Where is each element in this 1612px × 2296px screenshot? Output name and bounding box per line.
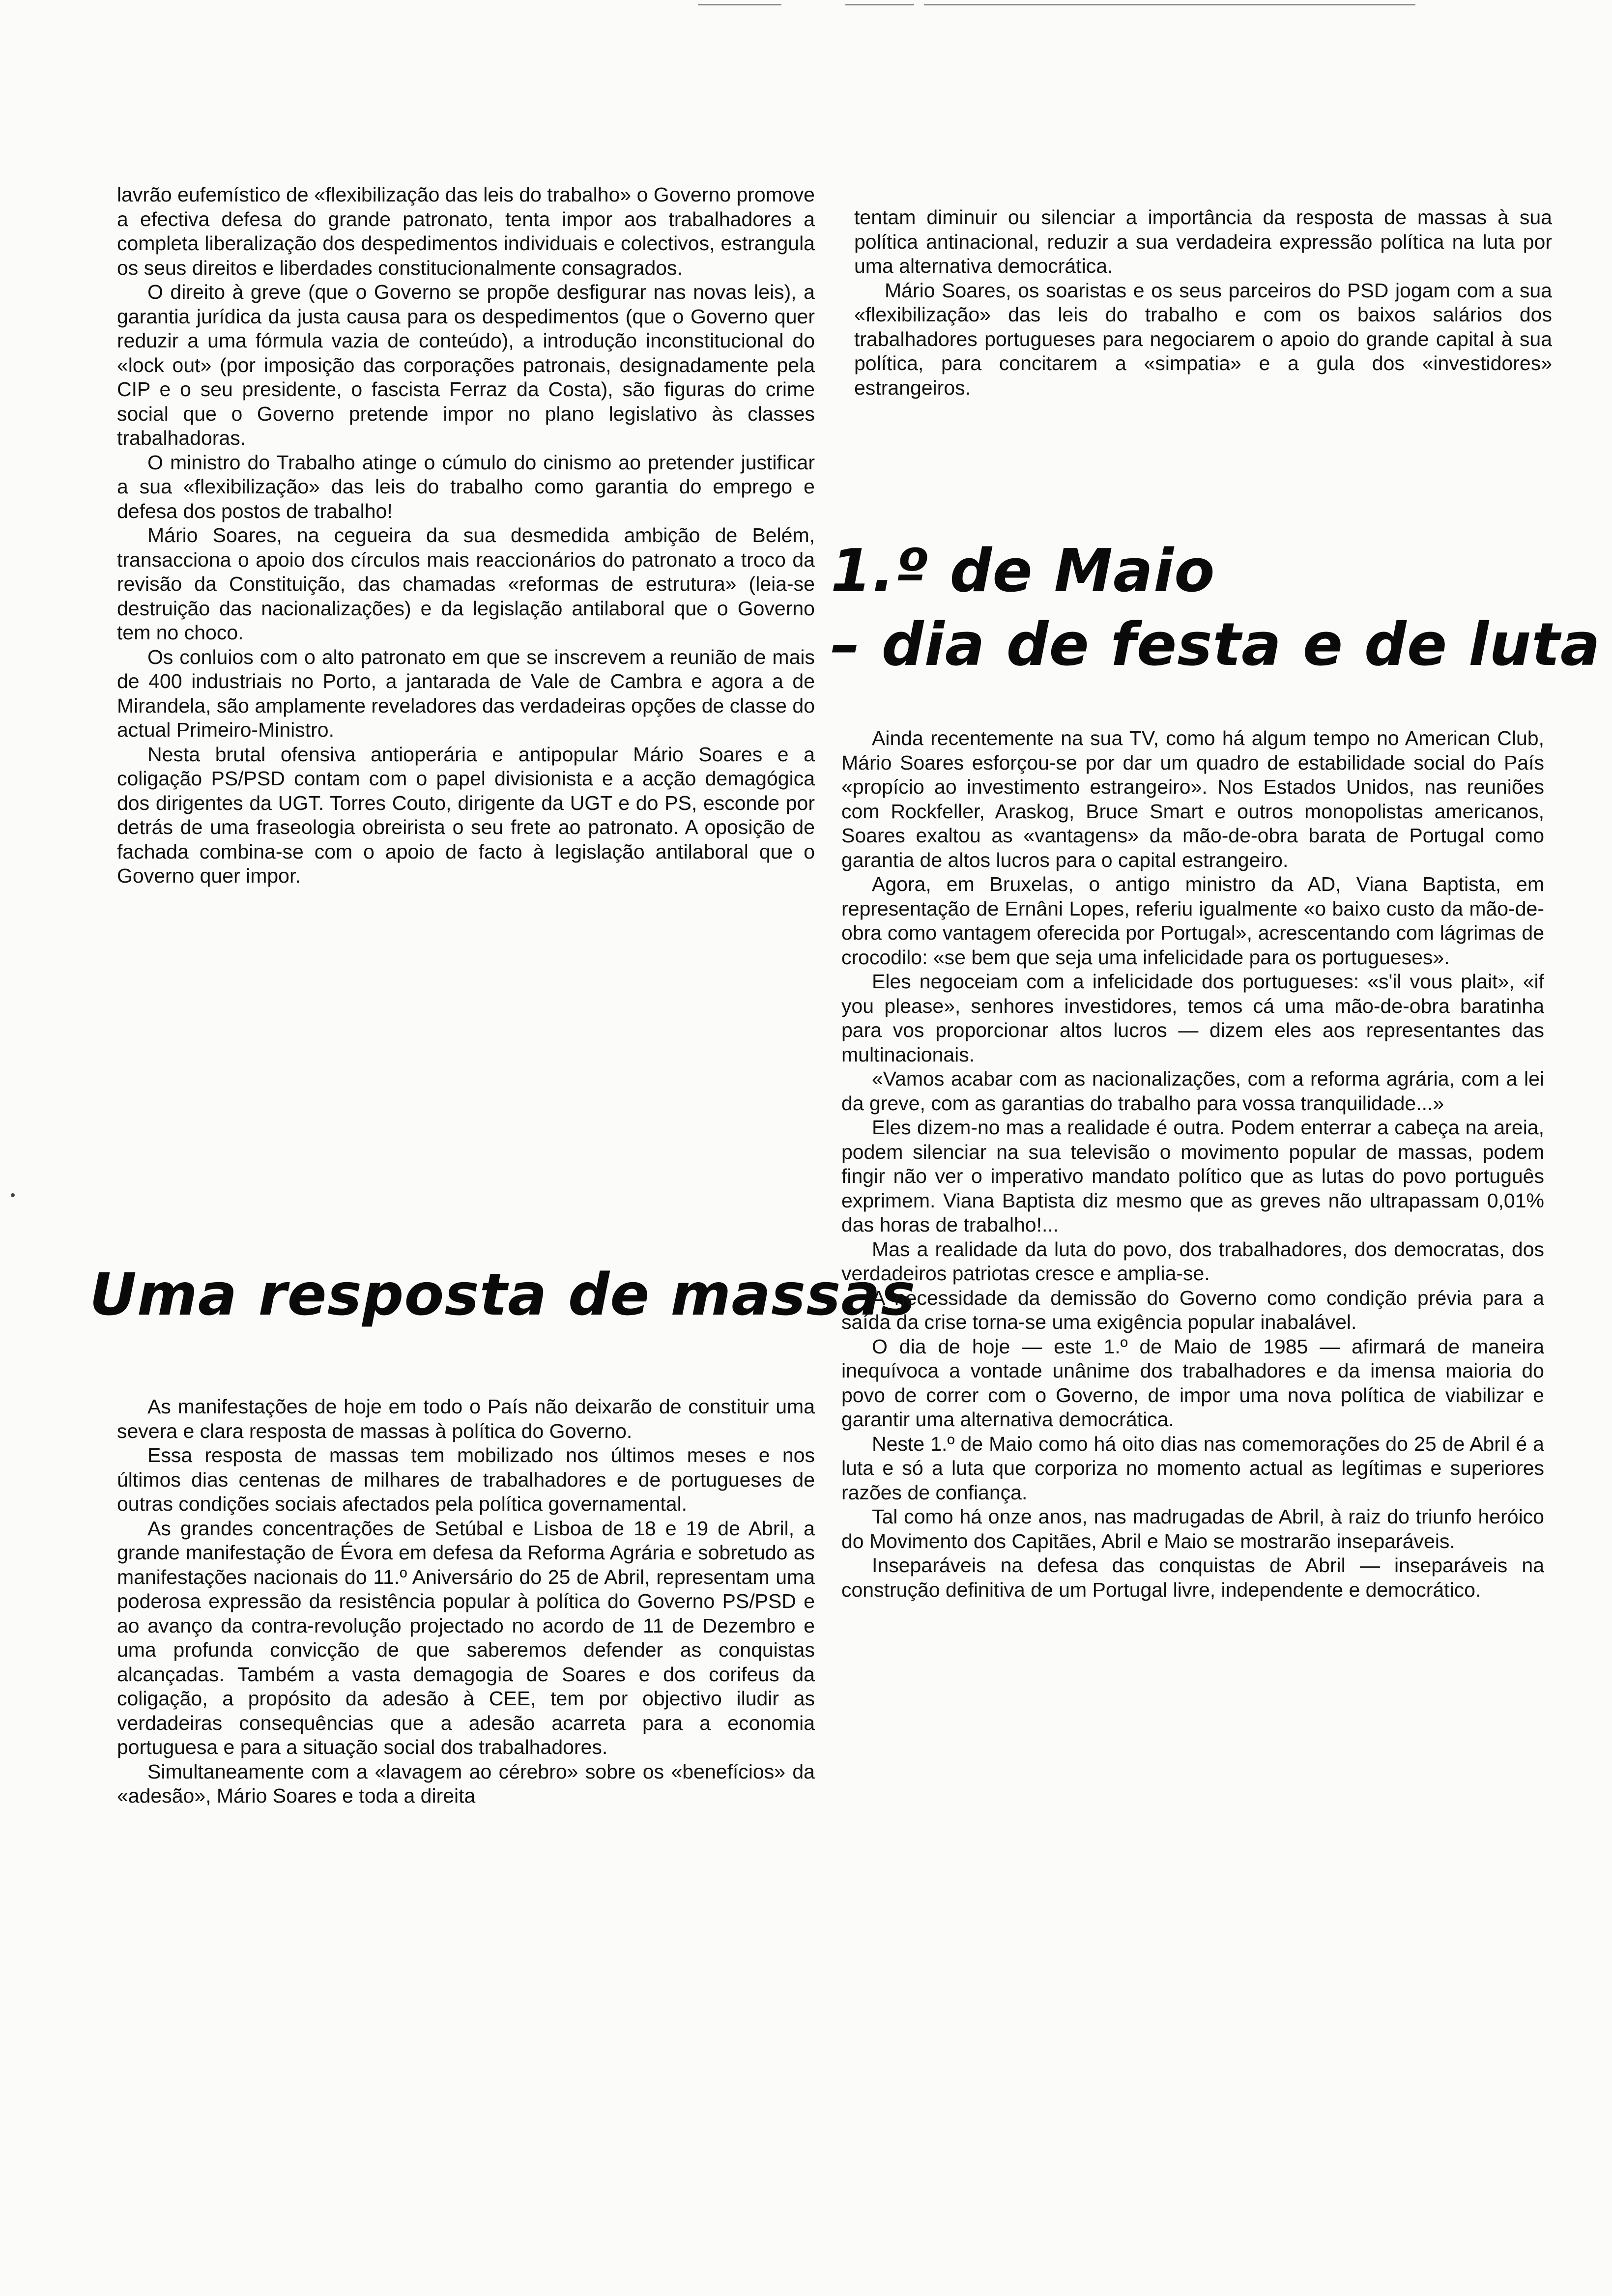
paragraph: lavrão eufemístico de «flexibilização das leis do trabalho» o Governo promove a efectiva defesa do grande patronato, tenta impor aos trabalhadores a completa liberalização dos despedimentos individuais e colectivos, estrangula os seus direitos e liberdades constitucionalmente consagrados. — [117, 183, 815, 279]
paragraph: Mário Soares, na cegueira da sua desmedida ambição de Belém, transacciona o apoio dos círculos mais reaccionários do patronato a troco da revisão da Constituição, das chamadas «reformas de estrutura» (leia-se destruição das nacionalizações) e da legislação antilaboral que o Governo tem no choco. — [117, 524, 815, 644]
paragraph: Eles negoceiam com a infelicidade dos portugueses: «s'il vous plait», «if you please», senhores investidores, temos cá uma mão-de-obra baratinha para vos proporcionar altos lucros — dizem eles aos representantes das multinacionais. — [841, 970, 1544, 1066]
paragraph: tentam diminuir ou silenciar a importância da resposta de massas à sua política antinacional, reduzir a sua verdadeira expressão política na luta por uma alternativa democrática. — [854, 206, 1552, 277]
right-column-bottom — [841, 726, 1544, 1602]
paragraph: «Vamos acabar com as nacionalizações, com a reforma agrária, com a lei da greve, com as garantias do trabalho para vossa tranquilidade...» — [841, 1067, 1544, 1115]
heading-line: 1.º de Maio — [831, 537, 1215, 605]
paragraph: O ministro do Trabalho atinge o cúmulo do cinismo ao pretender justificar a sua «flexibilização» das leis do trabalho como garantia do emprego e defesa dos postos de trabalho! — [117, 451, 815, 522]
paragraph: Tal como há onze anos, nas madrugadas de Abril, à raiz do triunfo heróico do Movimento dos Capitães, Abril e Maio se mostrarão inseparáveis. — [841, 1505, 1544, 1552]
top-edge-rule — [924, 4, 1415, 5]
paragraph: Essa resposta de massas tem mobilizado nos últimos meses e nos últimos dias centenas de milhares de trabalhadores e de portugueses de outras condições sociais afectados pela política governamental. — [117, 1444, 815, 1515]
paragraph: O direito à greve (que o Governo se propõe desfigurar nas novas leis), a garantia jurídica da justa causa para os despedimentos (que o Governo quer reduzir a uma fórmula vazia de conteúdo), a introdução inconstitucional do «lock out» (por imposição das corporações patronais, designadamente pela CIP e o seu presidente, o fascista Ferraz da Costa), são figuras do crime social que o Governo pretende impor no plano legislativo às classes trabalhadoras. — [117, 281, 815, 449]
paragraph: As manifestações de hoje em todo o País não deixarão de constituir uma severa e clara resposta de massas à política do Governo. — [117, 1395, 815, 1442]
top-edge-rule — [845, 4, 914, 5]
paragraph: Os conluios com o alto patronato em que se inscrevem a reunião de mais de 400 industriais no Porto, a jantarada de Vale de Cambra e agora a de Mirandela, são amplamente reveladores das verdadeiras opções de classe do actual Primeiro-Ministro. — [117, 645, 815, 741]
paragraph: Agora, em Bruxelas, o antigo ministro da AD, Viana Baptista, em representação de Ernâni Lopes, referiu igualmente «o baixo custo da mão-de-obra como vantagem oferecida por Portugal», acrescentando com lágrimas de crocodilo: «se bem que seja uma infelicidade para os portugueses». — [841, 873, 1544, 969]
paragraph: Nesta brutal ofensiva antioperária e antipopular Mário Soares e a coligação PS/PSD contam com o papel divisionista e a acção demagógica dos dirigentes da UGT. Torres Couto, dirigente da UGT e do PS, esconde por detrás de uma fraseologia obreirista o seu frete ao patronato. A oposição de fachada combina-se com o apoio de facto à legislação antilaboral que o Governo quer impor. — [117, 743, 815, 887]
scan-speck — [11, 1193, 15, 1197]
paragraph: Neste 1.º de Maio como há oito dias nas comemorações do 25 de Abril é a luta e só a luta que corporiza no momento actual as legítimas e superiores razões de confiança. — [841, 1432, 1544, 1504]
paragraph: Inseparáveis na defesa das conquistas de Abril — inseparáveis na construção definitiva de um Portugal livre, independente e democrático. — [841, 1554, 1544, 1601]
heading-line: – dia de festa e de luta — [831, 611, 1601, 679]
top-edge-rule — [698, 4, 781, 5]
right-column-top — [854, 205, 1552, 400]
paragraph: Eles dizem-no mas a realidade é outra. Podem enterrar a cabeça na areia, podem silenciar na sua televisão o movimento popular de massas, podem fingir não ver o imperativo mandato político que as lutas do povo português exprimem. Viana Baptista diz mesmo que as greves não ultrapassam 0,01% das horas de trabalho!... — [841, 1116, 1544, 1236]
paragraph: Ainda recentemente na sua TV, como há algum tempo no American Club, Mário Soares esforçou-se por dar um quadro de estabilidade social do País «propício ao investimento estrangeiro». Nos Estados Unidos, nas reuniões com Rockfeller, Araskog, Bruce Smart e outros monopolistas americanos, Soares exaltou as «vantagens» da mão-de-obra barata de Portugal como garantia de altos lucros para o capital estrangeiro. — [841, 727, 1544, 871]
section-heading — [831, 535, 1601, 682]
left-column-bottom — [117, 1395, 815, 1808]
paragraph: Mário Soares, os soaristas e os seus parceiros do PSD jogam com a sua «flexibilização» das leis do trabalho e com os baixos salários dos trabalhadores portugueses para negociarem o apoio do grande capital à sua política, para concitarem a «simpatia» e a gula dos «investidores» estrangeiros. — [854, 279, 1552, 399]
left-column-top — [117, 183, 815, 889]
paragraph: A necessidade da demissão do Governo como condição prévia para a saída da crise torna-se uma exigência popular inabalável. — [841, 1286, 1544, 1333]
paragraph: Mas a realidade da luta do povo, dos trabalhadores, dos democratas, dos verdadeiros patriotas cresce e amplia-se. — [841, 1237, 1544, 1285]
section-heading: Uma resposta de massas — [89, 1261, 916, 1328]
paragraph: O dia de hoje — este 1.º de Maio de 1985 — afirmará de maneira inequívoca a vontade unânime dos trabalhadores e da imensa maioria do povo de correr com o Governo, de impor uma nova política de viabilizar e garantir uma alternativa democrática. — [841, 1335, 1544, 1431]
paragraph: Simultaneamente com a «lavagem ao cérebro» sobre os «benefícios» da «adesão», Mário Soares e toda a direita — [117, 1760, 815, 1807]
paragraph: As grandes concentrações de Setúbal e Lisboa de 18 e 19 de Abril, a grande manifestação de Évora em defesa da Reforma Agrária e sobretudo as manifestações nacionais do 11.º Aniversário do 25 de Abril, representam uma poderosa expressão da resistência popular à política do Governo PS/PSD e ao avanço da contra-revolução projectado no acordo de 11 de Dezembro e uma profunda convicção de que saberemos defender as conquistas alcançadas. Também a vasta demagogia de Soares e dos corifeus da coligação, a propósito da adesão à CEE, tem por objectivo iludir as verdadeiras consequências que a adesão acarreta para a economia portuguesa e para a situação social dos trabalhadores. — [117, 1517, 815, 1758]
